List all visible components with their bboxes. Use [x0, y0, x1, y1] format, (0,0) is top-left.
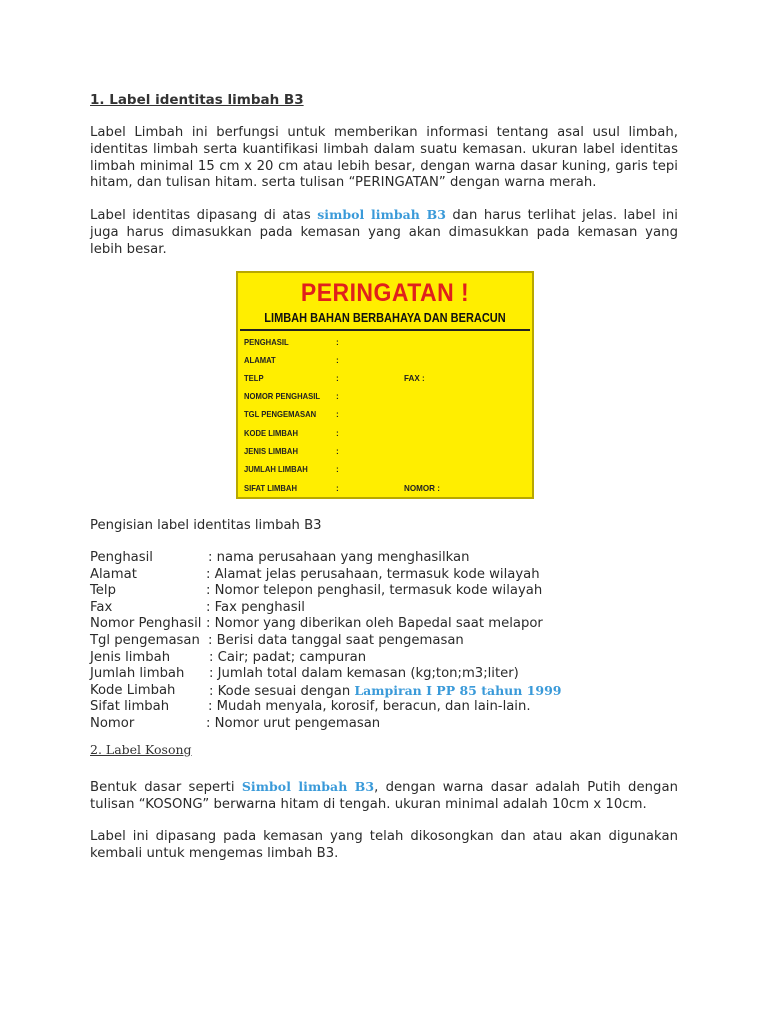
- fill-value: : Nomor urut pengemasan: [206, 715, 381, 731]
- sign-row-label: JUMLAH LIMBAH: [244, 464, 308, 474]
- hazard-label-image: [236, 271, 534, 499]
- sign-row: [244, 373, 524, 387]
- fill-key: Fax: [90, 599, 113, 615]
- fill-key: Nomor: [90, 715, 135, 731]
- sign-row: [244, 337, 524, 351]
- fill-row: [90, 699, 678, 716]
- fill-row: [90, 666, 678, 683]
- sign-row-colon: :: [336, 391, 339, 401]
- fill-value: : Berisi data tanggal saat pengemasan: [208, 632, 464, 648]
- sign-row: [244, 464, 524, 478]
- sign-row-colon: :: [336, 464, 339, 474]
- fill-key: Penghasil: [90, 550, 153, 565]
- section-1-title: 1. Label identitas limbah B3: [90, 92, 304, 108]
- fill-value: : Nomor telepon penghasil, termasuk kode wilayah: [206, 583, 543, 599]
- sign-row-colon: :: [336, 446, 339, 456]
- fill-value-text: : Kode sesuai dengan: [209, 683, 355, 699]
- sign-row-colon: :: [336, 409, 339, 419]
- sign-row-extra: FAX :: [404, 373, 425, 383]
- sign-subtitle: LIMBAH BAHAN BERBAHAYA DAN BERACUN: [264, 311, 506, 325]
- fill-value: : Mudah menyala, korosif, beracun, dan lain-lain.: [208, 699, 531, 715]
- sign-row: [244, 446, 524, 460]
- fill-row: [90, 683, 678, 700]
- sign-row-label: NOMOR PENGHASIL: [244, 391, 321, 401]
- fill-value: : Jumlah total dalam kemasan (kg;ton;m3;liter): [209, 666, 519, 682]
- sign-row-label: SIFAT LIMBAH: [244, 483, 297, 493]
- fill-key: Sifat limbah: [90, 699, 170, 715]
- fill-row: [90, 633, 678, 650]
- fill-row: [90, 600, 678, 617]
- paragraph-2-text-after: dan harus terlihat jelas. label ini juga harus dimasukkan pada kemasan yang akan dimasukkan pada kemasan yang lebih besar.: [90, 208, 678, 257]
- paragraph-2-text-before: Label identitas dipasang di atas: [90, 208, 318, 223]
- sign-row-label: TGL PENGEMASAN: [244, 409, 317, 419]
- simbol-limbah-link-2[interactable]: Simbol limbah B3: [241, 779, 375, 794]
- fill-row: [90, 616, 678, 633]
- section-2-paragraph-1: [90, 779, 678, 814]
- sign-divider: [240, 329, 530, 331]
- sign-row-colon: :: [336, 483, 339, 493]
- sign-row-extra: NOMOR :: [404, 483, 440, 493]
- fill-value: : Alamat jelas perusahaan, termasuk kode wilayah: [206, 566, 540, 582]
- fill-key: Jenis limbah: [90, 649, 171, 665]
- sign-row: [244, 355, 524, 369]
- sign-row-colon: :: [336, 373, 339, 383]
- sign-row-label: KODE LIMBAH: [244, 428, 298, 438]
- fill-value: : nama perusahaan yang menghasilkan: [208, 550, 470, 565]
- simbol-limbah-link[interactable]: simbol limbah B3: [317, 207, 446, 222]
- fill-row: [90, 583, 678, 600]
- sign-row-colon: :: [336, 355, 339, 365]
- sign-row-label: JENIS LIMBAH: [244, 446, 298, 456]
- fill-value: : Cair; padat; campuran: [209, 649, 367, 665]
- fill-key: Jumlah limbah: [90, 666, 185, 682]
- sign-row: [244, 483, 524, 497]
- sign-row: [244, 391, 524, 405]
- sign-row: [244, 428, 524, 442]
- fill-value: : Nomor yang diberikan oleh Bapedal saat melapor: [206, 616, 543, 632]
- fill-value: : Fax penghasil: [206, 599, 305, 615]
- fill-intro-text: Pengisian label identitas limbah B3: [90, 518, 322, 533]
- fill-row: [90, 567, 678, 584]
- section-1-paragraph-1: Label Limbah ini berfungsi untuk memberikan informasi tentang asal usul limbah, identitas limbah serta kuantifikasi limbah dalam suatu kemasan. ukuran label identitas limbah minimal 15 cm x 20 cm atau lebih besar, dengan warna dasar kuning, garis tepi hitam, dan tulisan hitam. serta tulisan “PERINGATAN” dengan warna merah.: [90, 125, 678, 191]
- fill-key: Alamat: [90, 566, 137, 582]
- section-2-text-after: , dengan warna dasar adalah Putih dengan tulisan “KOSONG” berwarna hitam di tengah. ukuran minimal adalah 10cm x 10cm.: [90, 780, 678, 812]
- lampiran-pp-link[interactable]: Lampiran I PP 85 tahun 1999: [354, 682, 562, 698]
- section-2-text-before: Bentuk dasar seperti: [90, 780, 242, 795]
- sign-warning-title: PERINGATAN !: [300, 279, 470, 307]
- sign-row: [244, 409, 524, 423]
- fill-row: [90, 650, 678, 667]
- sign-row-colon: :: [336, 428, 339, 438]
- sign-row-colon: :: [336, 337, 339, 347]
- fill-key: Kode Limbah: [90, 682, 176, 698]
- sign-row-label: TELP: [244, 373, 264, 383]
- sign-row-label: ALAMAT: [244, 355, 276, 365]
- section-2-paragraph-2: Label ini dipasang pada kemasan yang telah dikosongkan dan atau akan digunakan kembali untuk mengemas limbah B3.: [90, 829, 678, 861]
- fill-row: [90, 550, 678, 567]
- fill-row: [90, 716, 678, 733]
- fill-value: [209, 683, 561, 701]
- section-2-title: 2. Label Kosong: [90, 742, 192, 757]
- section-1-paragraph-2: [90, 207, 678, 258]
- fill-key: Telp: [90, 583, 116, 599]
- sign-row-label: PENGHASIL: [244, 337, 289, 347]
- fill-key: Nomor Penghasil: [90, 616, 202, 632]
- fill-key: Tgl pengemasan: [90, 632, 200, 648]
- fill-list: [90, 550, 678, 733]
